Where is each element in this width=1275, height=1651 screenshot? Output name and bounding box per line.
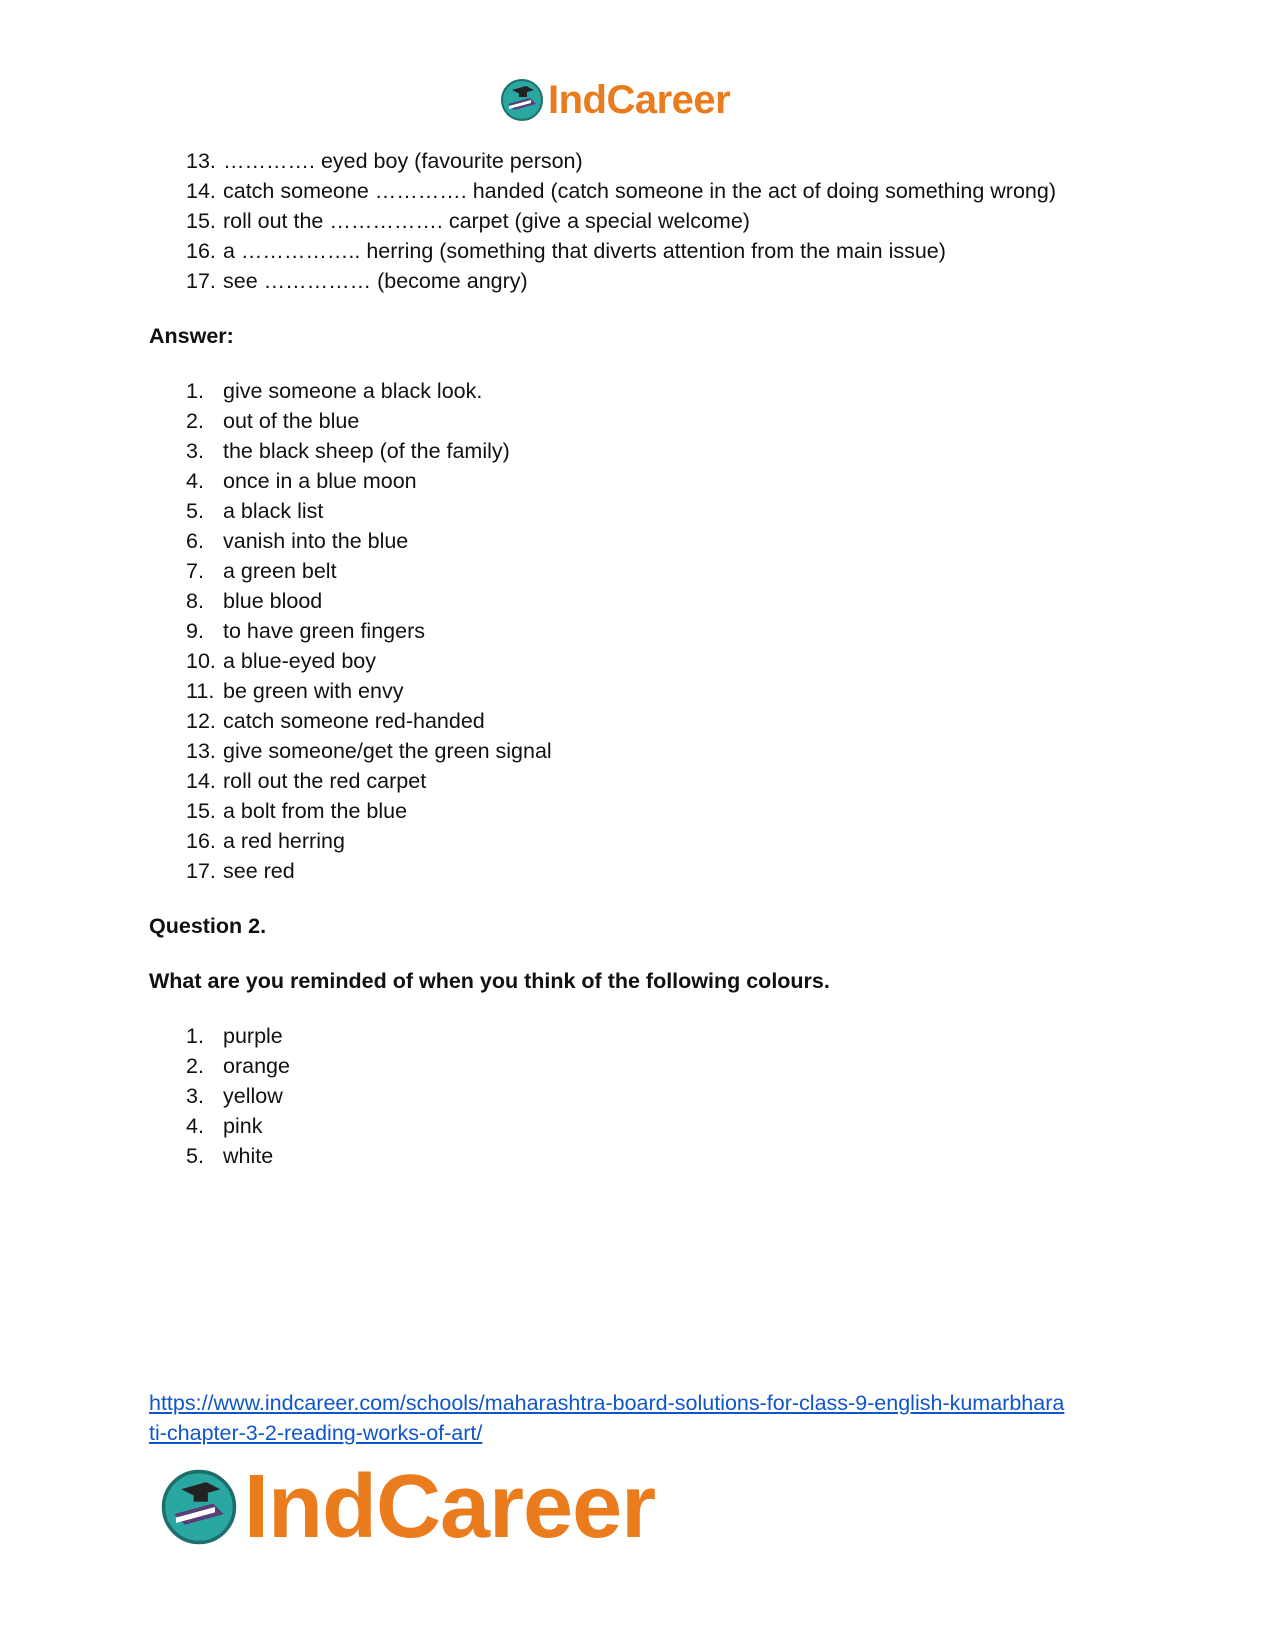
list-item-number: 15. xyxy=(186,209,216,233)
list-item-number: 3. xyxy=(186,1084,204,1108)
list-item-number: 2. xyxy=(186,409,204,433)
logo-text: IndCareer xyxy=(548,78,731,122)
list-item-number: 4. xyxy=(186,1114,204,1138)
list-item-number: 7. xyxy=(186,559,204,583)
list-item xyxy=(149,1141,1149,1171)
list-item xyxy=(149,676,1149,706)
list-item-text: a red herring xyxy=(223,829,345,853)
question-2-prompt: What are you reminded of when you think of the following colours. xyxy=(149,969,830,993)
list-item-number: 17. xyxy=(186,269,216,293)
question-2-list xyxy=(149,1021,1149,1171)
answer-list xyxy=(149,376,1149,886)
list-item xyxy=(149,1021,1149,1051)
list-item-text: the black sheep (of the family) xyxy=(223,439,510,463)
list-item xyxy=(149,826,1149,856)
list-item-number: 8. xyxy=(186,589,204,613)
list-item-number: 16. xyxy=(186,239,216,263)
list-item-text: blue blood xyxy=(223,589,323,613)
globe-book-icon xyxy=(160,1468,238,1546)
list-item-text: vanish into the blue xyxy=(223,529,409,553)
list-item xyxy=(149,466,1149,496)
list-item-text: a green belt xyxy=(223,559,337,583)
list-item xyxy=(149,436,1149,466)
continued-question-list xyxy=(149,146,1149,296)
list-item-text: out of the blue xyxy=(223,409,360,433)
list-item-number: 2. xyxy=(186,1054,204,1078)
list-item-text: see red xyxy=(223,859,295,883)
list-item-number: 12. xyxy=(186,709,216,733)
list-item xyxy=(149,616,1149,646)
list-item xyxy=(149,796,1149,826)
list-item xyxy=(149,176,1149,206)
list-item-number: 6. xyxy=(186,529,204,553)
logo-text: IndCareer xyxy=(244,1457,656,1557)
list-item-number: 1. xyxy=(186,379,204,403)
list-item-number: 15. xyxy=(186,799,216,823)
list-item-text: white xyxy=(223,1144,274,1168)
list-item-number: 5. xyxy=(186,499,204,523)
list-item-text: give someone/get the green signal xyxy=(223,739,552,763)
list-item-number: 3. xyxy=(186,439,204,463)
list-item xyxy=(149,526,1149,556)
list-item-text: see …………… (become angry) xyxy=(223,269,528,293)
list-item-text: roll out the ……………. carpet (give a special welcome) xyxy=(223,209,750,233)
list-item xyxy=(149,406,1149,436)
list-item-number: 5. xyxy=(186,1144,204,1168)
list-item xyxy=(149,266,1149,296)
list-item xyxy=(149,236,1149,266)
list-item xyxy=(149,206,1149,236)
header-logo xyxy=(500,78,730,122)
list-item-number: 16. xyxy=(186,829,216,853)
list-item-number: 13. xyxy=(186,739,216,763)
list-item-text: catch someone red-handed xyxy=(223,709,485,733)
list-item xyxy=(149,586,1149,616)
footer-logo xyxy=(160,1457,656,1557)
list-item-text: to have green fingers xyxy=(223,619,425,643)
list-item-text: a blue-eyed boy xyxy=(223,649,376,673)
source-link-line-2[interactable]: ti-chapter-3-2-reading-works-of-art/ xyxy=(149,1421,483,1445)
globe-book-icon xyxy=(500,78,544,122)
list-item-number: 4. xyxy=(186,469,204,493)
list-item-text: pink xyxy=(223,1114,263,1138)
list-item-text: give someone a black look. xyxy=(223,379,483,403)
list-item xyxy=(149,376,1149,406)
list-item xyxy=(149,736,1149,766)
list-item-number: 1. xyxy=(186,1024,204,1048)
list-item-number: 10. xyxy=(186,649,216,673)
question-2-title: Question 2. xyxy=(149,914,267,938)
list-item-number: 14. xyxy=(186,179,216,203)
list-item xyxy=(149,496,1149,526)
list-item-text: once in a blue moon xyxy=(223,469,417,493)
list-item xyxy=(149,646,1149,676)
list-item-number: 9. xyxy=(186,619,204,643)
list-item xyxy=(149,1051,1149,1081)
list-item xyxy=(149,1111,1149,1141)
list-item-number: 11. xyxy=(186,679,215,703)
answer-heading: Answer: xyxy=(149,324,234,348)
list-item-text: catch someone …………. handed (catch someone in the act of doing something wrong) xyxy=(223,179,1056,203)
list-item-text: be green with envy xyxy=(223,679,404,703)
list-item-number: 17. xyxy=(186,859,216,883)
list-item xyxy=(149,146,1149,176)
list-item-number: 14. xyxy=(186,769,216,793)
list-item-text: purple xyxy=(223,1024,283,1048)
list-item xyxy=(149,766,1149,796)
list-item-text: roll out the red carpet xyxy=(223,769,427,793)
list-item xyxy=(149,556,1149,586)
list-item-text: yellow xyxy=(223,1084,283,1108)
list-item xyxy=(149,856,1149,886)
list-item xyxy=(149,706,1149,736)
source-link-line-1[interactable]: https://www.indcareer.com/schools/maharashtra-board-solutions-for-class-9-english-kumarbhara xyxy=(149,1391,1065,1415)
list-item-text: a …………….. herring (something that diverts attention from the main issue) xyxy=(223,239,946,263)
list-item-text: …………. eyed boy (favourite person) xyxy=(223,149,583,173)
list-item-text: a black list xyxy=(223,499,324,523)
list-item xyxy=(149,1081,1149,1111)
document-body xyxy=(149,146,1149,1171)
list-item-text: orange xyxy=(223,1054,290,1078)
source-link[interactable] xyxy=(149,1388,1149,1448)
list-item-number: 13. xyxy=(186,149,216,173)
list-item-text: a bolt from the blue xyxy=(223,799,408,823)
